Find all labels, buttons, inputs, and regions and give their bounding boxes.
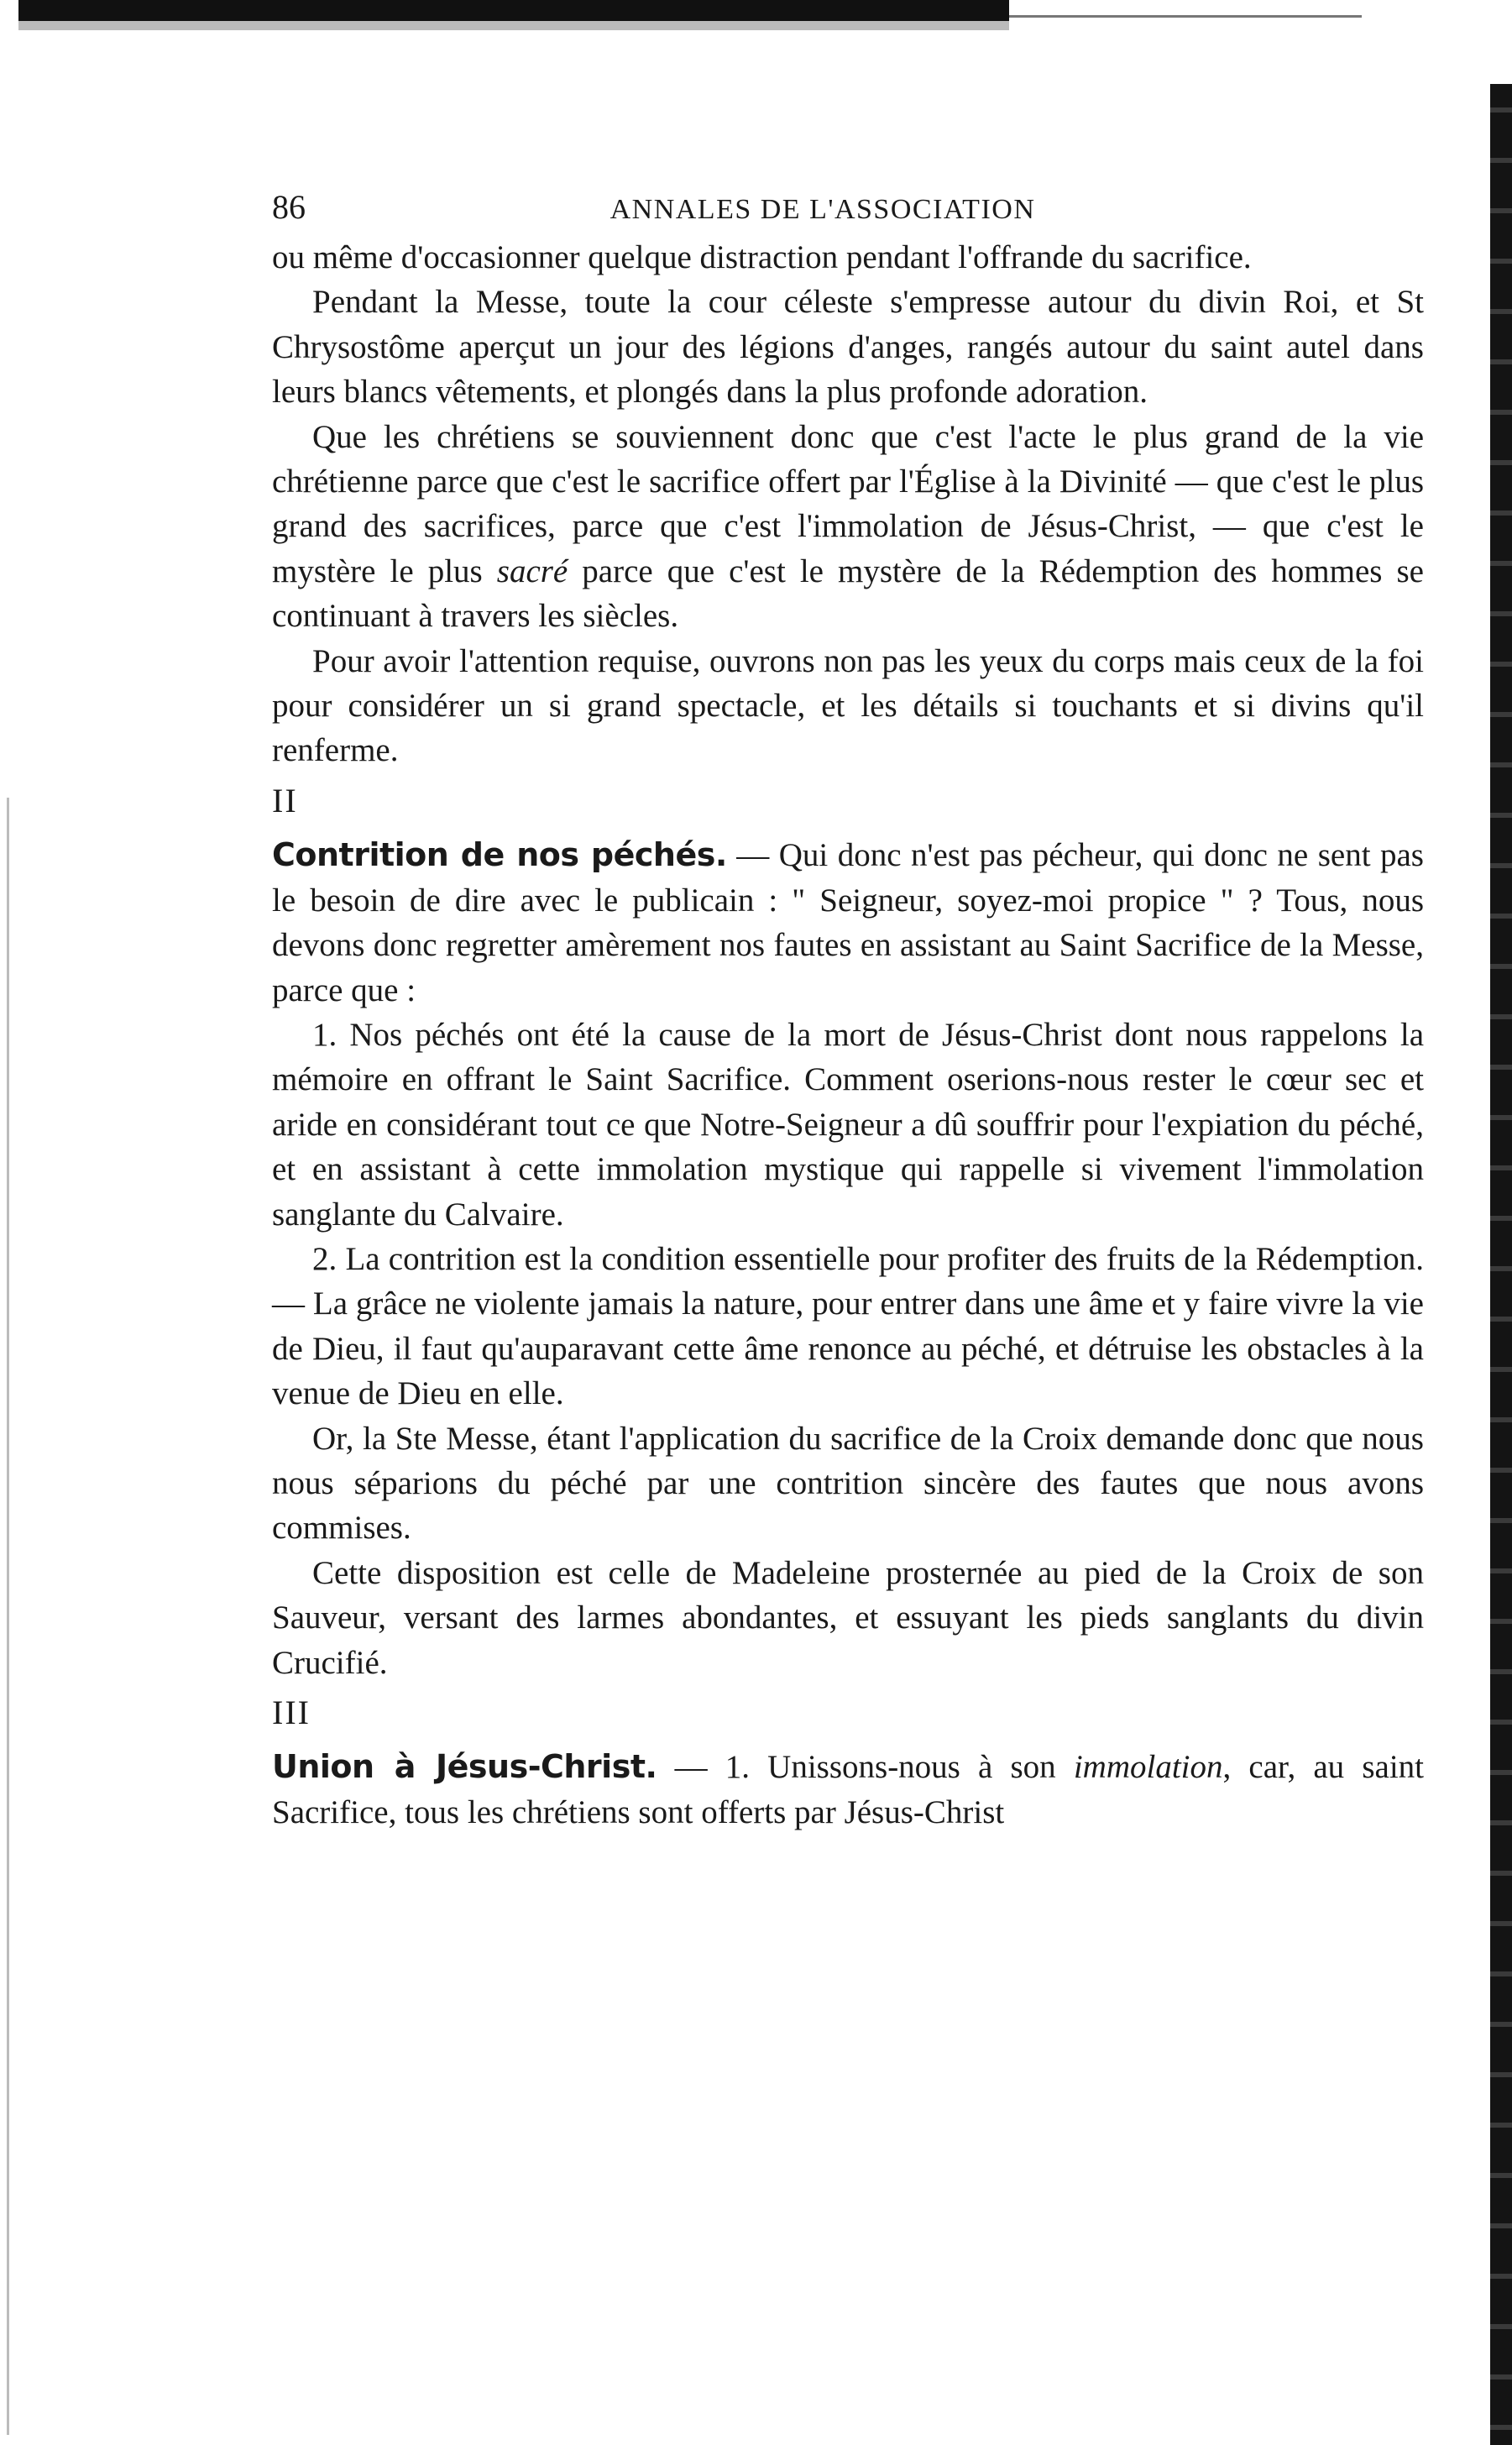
scan-right-edge <box>1490 84 1512 2445</box>
running-title: ANNALES DE L'ASSOCIATION <box>610 194 1036 225</box>
paragraph: Or, la Ste Messe, étant l'application du sacrifice de la Croix demande donc que nous nous séparions du péché par une contrition sincère des fautes que nous avons commises. <box>272 1420 1424 1547</box>
section-heading: Contrition de nos péchés. <box>272 836 727 874</box>
paragraph: Pour avoir l'attention requise, ouvrons non pas les yeux du corps mais ceux de la foi pour considérer un si grand spectacle, et les détails si touchants et si divins qu'il renferme. <box>272 642 1424 769</box>
text-run: Que les chrétiens se souviennent donc que c'est l'acte le plus grand de la vie chrétienne parce que c'est le sacrifice offert par l'Église à la Divinité — que c'est le plus grand des sacrifices, parce que c'est l'immolation de Jésus-Christ, — que c'est le mystère le plus <box>272 418 1424 589</box>
paragraph <box>272 1745 1424 1835</box>
paragraph <box>272 415 1424 639</box>
text-run: — Qui donc n'est pas pécheur, qui donc ne sent pas le besoin de dire avec le publicain : " Seigneur, soyez-moi propice " ? Tous, nous devons donc regretter amèrement nos fautes en assistant au Saint Sacrifice de la Messe, parce que : <box>272 837 1424 1008</box>
italic-run: sacré <box>496 552 568 589</box>
list-item: 2. La contrition est la condition essentielle pour profiter des fruits de la Rédemption. — La grâce ne violente jamais la nature, pour entrer dans une âme et y faire vivre la vie de Dieu, il faut qu'auparavant cette âme renonce au péché, et détruise les obstacles à la venue de Dieu en elle. <box>272 1240 1424 1412</box>
section-numeral: II <box>272 781 298 819</box>
page-body <box>272 235 1424 1835</box>
scan-top-line <box>1009 15 1362 18</box>
book-page <box>272 185 1424 1835</box>
text-run: , car, au saint Sacrifice, tous les chrétiens sont offerts par Jésus-Christ <box>272 1749 1424 1830</box>
list-item: 1. Nos péchés ont été la cause de la mort de Jésus-Christ dont nous rappelons la mémoire en offrant le Saint Sacrifice. Comment oserions-nous rester le cœur sec et aride en considérant tout ce que Notre-Seigneur a dû souffrir pour l'expiation du péché, et en assistant à cette immolation mystique qui rappelle si vivement l'immolation sanglante du Calvaire. <box>272 1016 1424 1233</box>
paragraph: Pendant la Messe, toute la cour céleste s'empresse autour du divin Roi, et St Chrysostôme aperçut un jour des légions d'anges, rangés autour du saint autel dans leurs blancs vêtements, et plongés dans la plus profonde adoration. <box>272 284 1424 411</box>
paragraph: ou même d'occasionner quelque distraction pendant l'offrande du sacrifice. <box>272 239 1252 275</box>
page-number: 86 <box>272 188 306 226</box>
paragraph <box>272 833 1424 1013</box>
text-run: parce que c'est le mystère de la Rédemption des hommes se continuant à travers les siècles. <box>272 552 1424 635</box>
scan-left-edge <box>7 798 9 2435</box>
scan-top-edge <box>18 0 1009 30</box>
text-run: — 1. Unissons-nous à son <box>657 1749 1074 1786</box>
section-numeral: III <box>272 1694 311 1731</box>
italic-run: immolation <box>1073 1749 1223 1786</box>
section-heading: Union à Jésus-Christ. <box>272 1748 657 1786</box>
page-header <box>272 185 1424 235</box>
paragraph: Cette disposition est celle de Madeleine prosternée au pied de la Croix de son Sauveur, versant des larmes abondantes, et essuyant les pieds sanglants du divin Crucifié. <box>272 1554 1424 1681</box>
